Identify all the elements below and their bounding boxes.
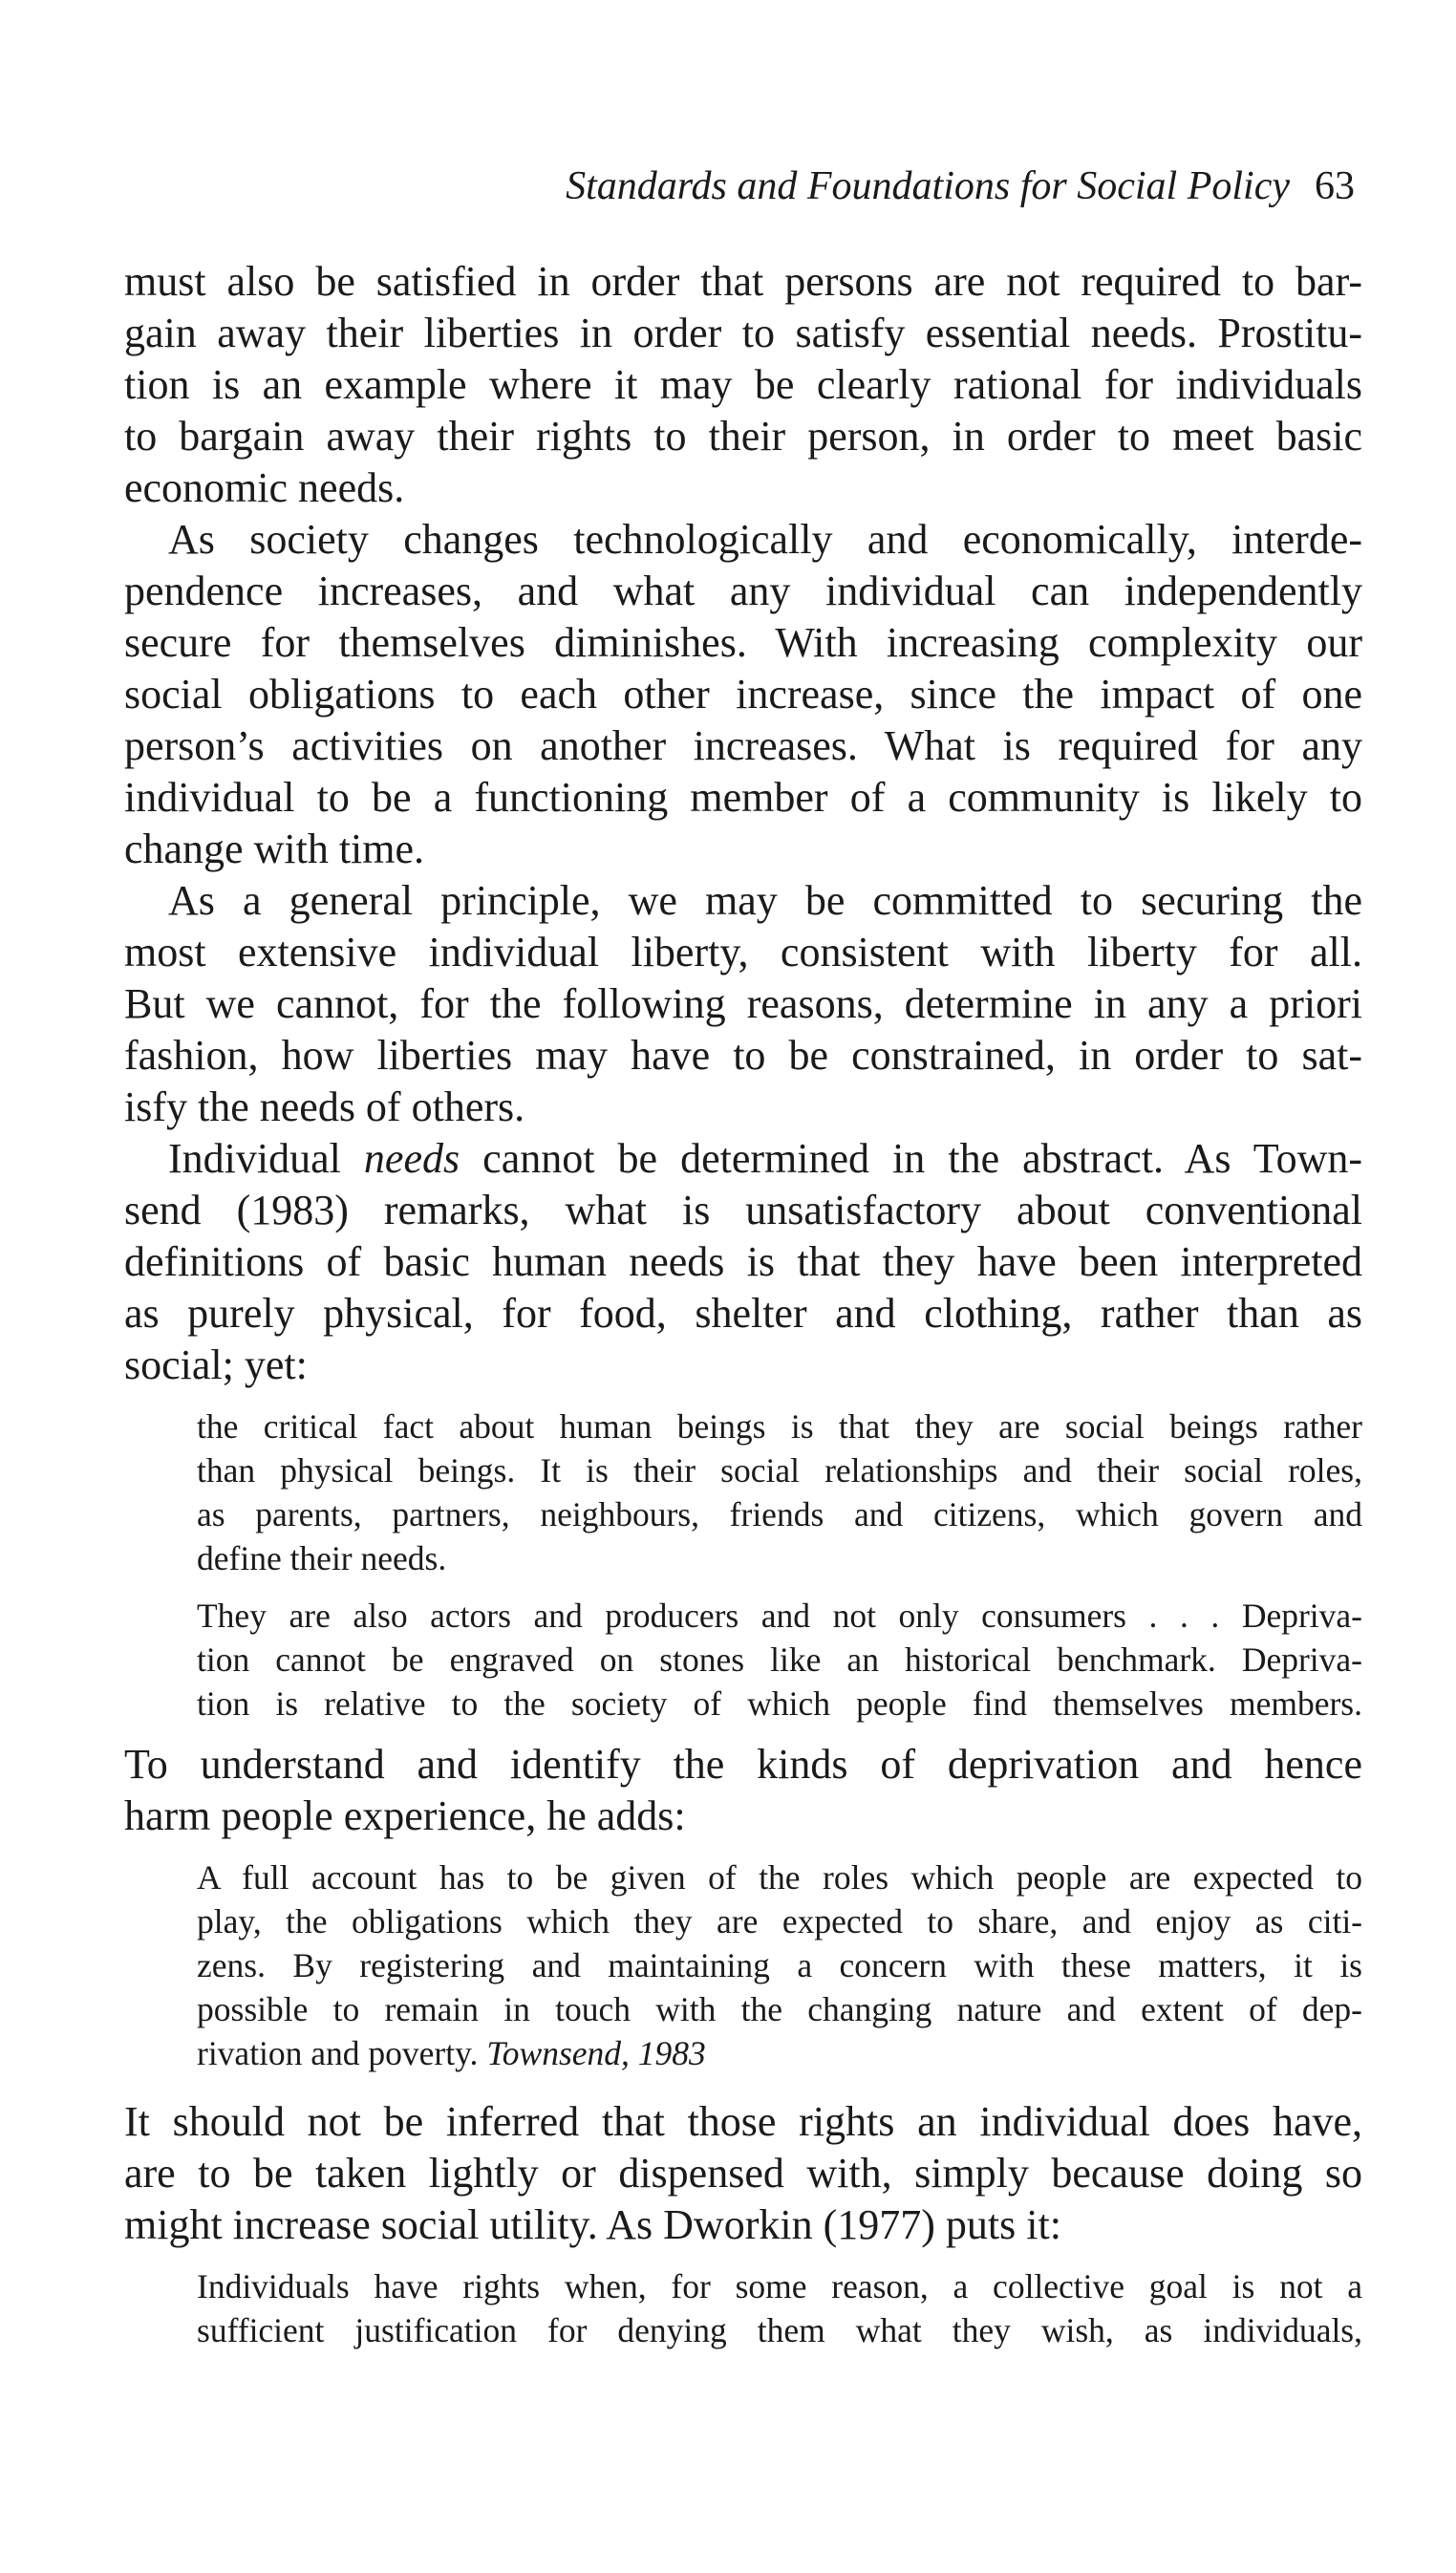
text-line: might increase social utility. As Dworkin (1977) puts it: [124, 2201, 1061, 2248]
paragraph-6 [124, 2096, 1362, 2251]
quote-line: sufficient justification for denying them what they wish, as individuals, [197, 2311, 1362, 2349]
text-line: as purely physical, for food, shelter and clothing, rather than as [124, 1290, 1362, 1337]
paragraph-1 [124, 256, 1362, 514]
text-line: person’s activities on another increases. What is required for any [124, 722, 1362, 769]
text-line: To understand and identify the kinds of deprivation and hence [124, 1741, 1362, 1788]
quote-line: as parents, partners, neighbours, friends and citizens, which govern and [197, 1495, 1362, 1533]
text-line: economic needs. [124, 464, 405, 511]
text-line: social; yet: [124, 1341, 308, 1388]
running-head [566, 162, 1355, 210]
block-quote-townsend-1 [124, 1404, 1362, 1726]
quote-citation: Townsend, 1983 [486, 2034, 706, 2072]
text-line: It should not be inferred that those rights an individual does have, [124, 2098, 1362, 2145]
text-line: gain away their liberties in order to satisfy essential needs. Prostitu- [124, 310, 1362, 356]
quote-line: than physical beings. It is their social relationships and their social roles, [197, 1451, 1362, 1490]
text-run: cannot be determined in the abstract. As Town- [460, 1135, 1362, 1182]
text-line: pendence increases, and what any individual can independently [124, 568, 1362, 614]
text-line [124, 1133, 1362, 1185]
body-text [124, 256, 1362, 2352]
quote-line: Individuals have rights when, for some reason, a collective goal is not a [197, 2267, 1362, 2305]
text-line: fashion, how liberties may have to be constrained, in order to sat- [124, 1032, 1362, 1079]
text-line: to bargain away their rights to their person, in order to meet basic [124, 413, 1362, 460]
text-line: are to be taken lightly or dispensed with, simply because doing so [124, 2150, 1362, 2197]
quote-line: zens. By registering and maintaining a concern with these matters, it is [197, 1946, 1362, 1984]
quote-line: play, the obligations which they are expected to share, and enjoy as citi- [197, 1902, 1362, 1940]
text-run: Individual [168, 1135, 364, 1182]
text-line: send (1983) remarks, what is unsatisfactory about conventional [124, 1187, 1362, 1233]
emphasis-needs: needs [363, 1135, 460, 1182]
text-line: change with time. [124, 826, 425, 872]
text-line: But we cannot, for the following reasons, determine in any a priori [124, 980, 1362, 1027]
paragraph-3 [124, 875, 1362, 1133]
block-quote-townsend-2 [124, 1855, 1362, 2075]
text-line: most extensive individual liberty, consistent with liberty for all. [124, 929, 1362, 976]
text-line: tion is an example where it may be clearly rational for individuals [124, 361, 1362, 408]
quote-line: A full account has to be given of the roles which people are expected to [197, 1858, 1362, 1897]
text-line: As a general principle, we may be committed to securing the [168, 877, 1362, 924]
text-line: As society changes technologically and economically, interde- [168, 516, 1362, 563]
text-line: isfy the needs of others. [124, 1083, 525, 1130]
text-line: must also be satisfied in order that persons are not required to bar- [124, 258, 1362, 305]
quote-line [197, 2031, 1362, 2075]
running-head-title: Standards and Foundations for Social Policy [566, 164, 1290, 208]
text-line: harm people experience, he adds: [124, 1792, 686, 1839]
quote-line: tion is relative to the society of which people find themselves members. [197, 1684, 1362, 1723]
quote-line: define their needs. [197, 1539, 447, 1577]
paragraph-5 [124, 1739, 1362, 1842]
text-line: social obligations to each other increase, since the impact of one [124, 671, 1362, 718]
text-line: individual to be a functioning member of a community is likely to [124, 774, 1362, 821]
block-quote-dworkin [124, 2264, 1362, 2352]
text-run: rivation and poverty. [197, 2034, 487, 2072]
text-line: definitions of basic human needs is that they have been interpreted [124, 1238, 1362, 1285]
page-number: 63 [1315, 164, 1355, 208]
quote-line: They are also actors and producers and not only consumers . . . Depriva- [197, 1597, 1362, 1635]
paragraph-2 [124, 514, 1362, 875]
quote-line: the critical fact about human beings is that they are social beings rather [197, 1407, 1362, 1446]
quote-line: tion cannot be engraved on stones like an historical benchmark. Depriva- [197, 1640, 1362, 1679]
paragraph-4 [124, 1133, 1362, 1391]
quote-line: possible to remain in touch with the changing nature and extent of dep- [197, 1990, 1362, 2028]
text-line: secure for themselves diminishes. With increasing complexity our [124, 619, 1362, 666]
